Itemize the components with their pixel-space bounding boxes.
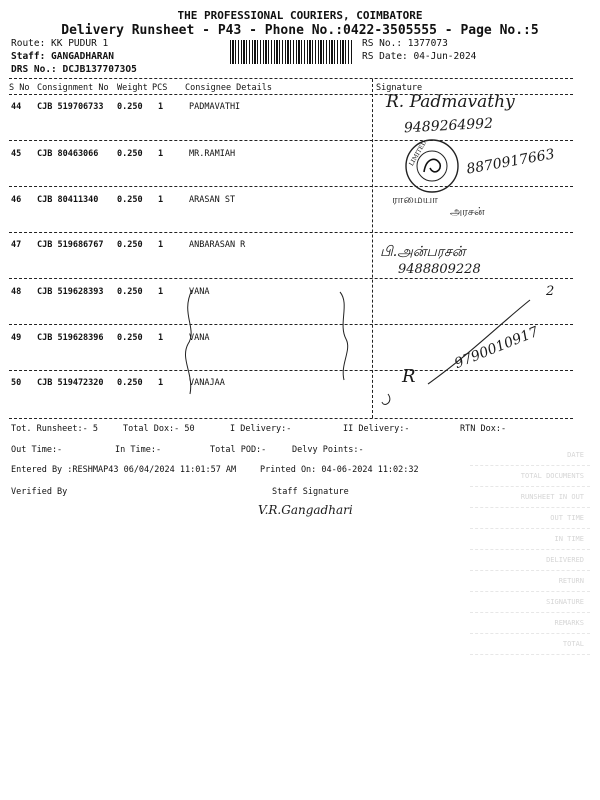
row-weight: 0.250 bbox=[117, 378, 143, 388]
row-weight: 0.250 bbox=[117, 102, 143, 112]
printed-on: Printed On: 04-06-2024 11:02:32 bbox=[260, 465, 419, 475]
rs-date: RS Date: 04-Jun-2024 bbox=[362, 51, 477, 62]
out-time: Out Time:- bbox=[11, 445, 63, 455]
bleed-line: DELIVERED bbox=[470, 550, 590, 571]
handwritten-mark: 2 bbox=[546, 284, 555, 299]
row-sno: 48 bbox=[11, 287, 22, 297]
row-consignee: PADMAVATHI bbox=[189, 102, 241, 112]
route-label: Route: KK PUDUR 1 bbox=[11, 38, 109, 49]
row-consignment: CJB 80463066 bbox=[37, 149, 99, 159]
bleed-line: OUT TIME bbox=[470, 508, 590, 529]
barcode bbox=[230, 40, 353, 64]
row-pcs: 1 bbox=[158, 378, 164, 388]
tamil-signature: அரசன் bbox=[450, 205, 485, 218]
delvy-points: Delvy Points:- bbox=[292, 445, 364, 455]
col-header-signature: Signature bbox=[376, 83, 423, 93]
row-rule bbox=[9, 278, 573, 279]
bleed-line: DATE bbox=[470, 445, 590, 466]
signature-padmavathy: R. Padmavathy bbox=[386, 92, 515, 112]
staff-signature-label: Staff Signature bbox=[272, 487, 349, 497]
row-rule bbox=[9, 232, 573, 233]
row-consignee: ARASAN ST bbox=[189, 195, 236, 205]
handwritten-phone: 9489264992 bbox=[403, 115, 494, 137]
row-pcs: 1 bbox=[158, 240, 164, 250]
row-consignment: CJB 519686767 bbox=[37, 240, 104, 250]
col-header-sno: S No bbox=[9, 83, 30, 93]
row-weight: 0.250 bbox=[117, 287, 143, 297]
ii-delivery: II Delivery:- bbox=[343, 424, 410, 434]
staff-label: Staff: GANGADHARAN bbox=[11, 51, 114, 62]
row-weight: 0.250 bbox=[117, 333, 143, 343]
bleed-line: RETURN bbox=[470, 571, 590, 592]
rs-number: RS No.: 1377073 bbox=[362, 38, 448, 49]
row-pcs: 1 bbox=[158, 149, 164, 159]
row-consignee: MR.RAMIAH bbox=[189, 149, 236, 159]
bleed-line: IN TIME bbox=[470, 529, 590, 550]
row-consignment: CJB 519472320 bbox=[37, 378, 104, 388]
row-sno: 50 bbox=[11, 378, 22, 388]
bleed-line: TOTAL DOCUMENTS bbox=[470, 466, 590, 487]
in-time: In Time:- bbox=[115, 445, 162, 455]
row-rule bbox=[9, 140, 573, 141]
row-sno: 45 bbox=[11, 149, 22, 159]
tot-runsheet: Tot. Runsheet:- 5 bbox=[11, 424, 98, 434]
signature-anbarasan: பி.அன்பரசன் bbox=[380, 244, 466, 260]
row-consignment: CJB 519706733 bbox=[37, 102, 104, 112]
row-weight: 0.250 bbox=[117, 195, 143, 205]
col-header-consignment: Consignment No bbox=[37, 83, 109, 93]
row-pcs: 1 bbox=[158, 287, 164, 297]
drs-number: DRS No.: DCJB1377073O5 bbox=[11, 64, 137, 75]
company-stamp bbox=[400, 134, 464, 198]
bleed-line: REMARKS bbox=[470, 613, 590, 634]
col-header-weight: Weight bbox=[117, 83, 148, 93]
row-consignment: CJB 80411340 bbox=[37, 195, 99, 205]
row-consignment: CJB 519628396 bbox=[37, 333, 104, 343]
handwritten-phone: 9790010917 bbox=[452, 323, 541, 373]
tamil-signature: ராமையா bbox=[392, 193, 438, 206]
row-rule bbox=[9, 186, 573, 187]
stamp-text: LIMITED bbox=[407, 139, 429, 168]
row-consignment: CJB 519628393 bbox=[37, 287, 104, 297]
row-consignee: VANAJAA bbox=[189, 378, 225, 388]
company-name: THE PROFESSIONAL COURIERS, COIMBATORE bbox=[177, 9, 423, 22]
col-header-pcs: PCS bbox=[152, 83, 168, 93]
table-bottom-rule bbox=[9, 418, 573, 419]
signature-vanaja: R bbox=[402, 366, 416, 387]
row-consignee: VANA bbox=[189, 333, 210, 343]
row-pcs: 1 bbox=[158, 102, 164, 112]
bleed-through-form bbox=[470, 445, 590, 685]
row-sno: 44 bbox=[11, 102, 22, 112]
row-sno: 46 bbox=[11, 195, 22, 205]
bleed-line: TOTAL bbox=[470, 634, 590, 655]
row-weight: 0.250 bbox=[117, 149, 143, 159]
total-pod: Total POD:- bbox=[210, 445, 267, 455]
staff-signature-hand: V.R.Gangadhari bbox=[258, 503, 353, 517]
total-dox: Total Dox:- 50 bbox=[123, 424, 195, 434]
row-pcs: 1 bbox=[158, 333, 164, 343]
row-sno: 47 bbox=[11, 240, 22, 250]
runsheet-title: Delivery Runsheet - P43 - Phone No.:0422-3505555 - Page No.:5 bbox=[61, 23, 539, 38]
bleed-line: RUNSHEET IN OUT bbox=[470, 487, 590, 508]
col-header-consignee: Consignee Details bbox=[185, 83, 272, 93]
handwritten-phone: 8870917663 bbox=[465, 146, 556, 178]
row-consignee: VANA bbox=[189, 287, 210, 297]
verified-by: Verified By bbox=[11, 487, 68, 497]
i-delivery: I Delivery:- bbox=[230, 424, 292, 434]
row-sno: 49 bbox=[11, 333, 22, 343]
row-pcs: 1 bbox=[158, 195, 164, 205]
entered-by: Entered By :RESHMAP43 06/04/2024 11:01:57 AM bbox=[11, 465, 237, 475]
handwritten-phone: 9488809228 bbox=[398, 262, 481, 277]
rtn-dox: RTN Dox:- bbox=[460, 424, 507, 434]
table-top-rule bbox=[9, 78, 573, 79]
signature-strokes bbox=[170, 284, 590, 414]
row-weight: 0.250 bbox=[117, 240, 143, 250]
row-consignee: ANBARASAN R bbox=[189, 240, 246, 250]
bleed-line: SIGNATURE bbox=[470, 592, 590, 613]
